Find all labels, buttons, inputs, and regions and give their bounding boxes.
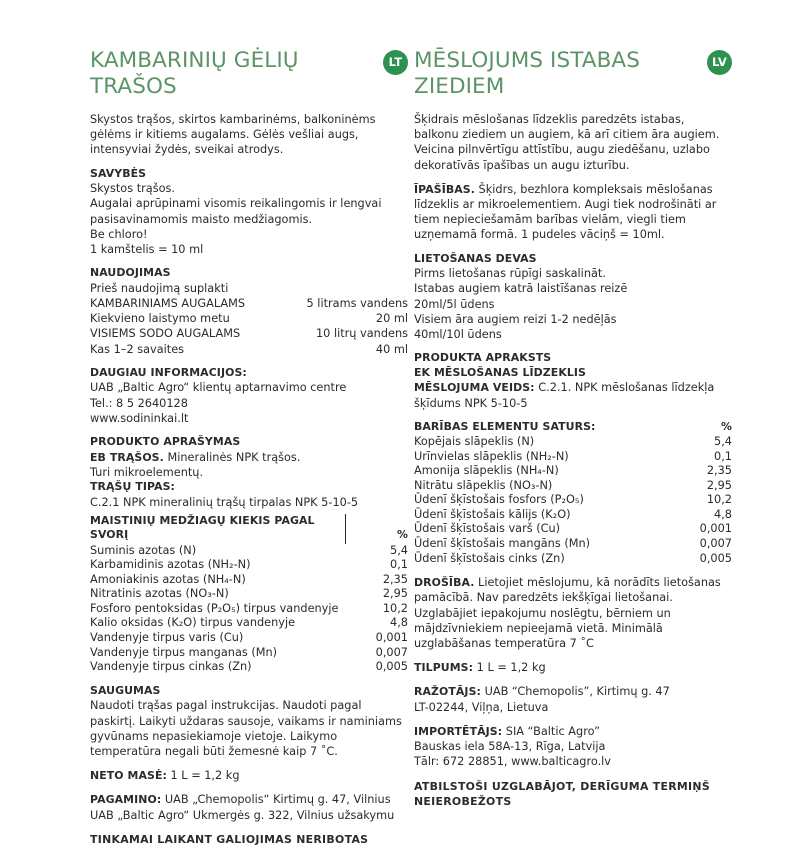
lt-description-line — [90, 450, 408, 465]
nutrient-name: Suminis azotas (N) — [90, 543, 197, 557]
lv-page-title: MĒSLOJUMS ISTABAS ZIEDIEM — [414, 48, 640, 99]
nutrient-value: 10,2 — [706, 493, 732, 507]
lt-manufacturer-line2: UAB „Baltic Agro“ Ukmergės g. 322, Vilnius užsakymu — [90, 808, 395, 822]
lv-description-heading2: EK MĒSLOŠANAS LĪDZEKLIS — [414, 365, 586, 379]
nutrient-value: 2,35 — [706, 464, 732, 478]
dosage-name: VISIEMS SODO AUGALAMS — [90, 327, 241, 341]
table-row — [414, 479, 732, 494]
lv-manufacturer-label: RAŽOTĀJS: — [414, 685, 481, 699]
lv-usage-line: Visiem āra augiem reizi 1-2 nedēļās — [414, 312, 617, 326]
dosage-value: 40 ml — [375, 342, 408, 356]
lt-description-text: Mineralinės NPK trąšos. — [163, 450, 301, 464]
nutrient-value: 4,8 — [714, 507, 732, 521]
lv-usage-line: Pirms lietošanas rūpīgi saskalināt. — [414, 267, 606, 281]
nutrient-value: 2,95 — [382, 587, 408, 601]
lv-type-label: MĒSLOJUMA VEIDS: — [414, 381, 535, 395]
lt-description-section — [90, 435, 408, 510]
lt-properties-line: 1 kamštelis = 10 ml — [90, 243, 204, 257]
nutrient-value: 5,4 — [714, 434, 732, 448]
lt-nutrients-unit: % — [396, 528, 408, 542]
table-row — [90, 631, 408, 646]
lv-description-section — [414, 351, 732, 411]
language-column-lt — [90, 48, 408, 847]
nutrient-value: 0,005 — [375, 660, 408, 674]
nutrient-name: Nitratinis azotas (NO₃-N) — [90, 587, 229, 601]
nutrient-name: Amoniakinis azotas (NH₄-N) — [90, 572, 246, 586]
lv-nutrients-section — [414, 420, 732, 566]
lv-manufacturer-line2: LT-02244, Viļņa, Lietuva — [414, 700, 549, 714]
lv-shelf-life-note: ATBILSTOŠI UZGLABĀJOT, DERĪGUMA TERMIŅŠ NEIEROBEŽOTS — [414, 779, 710, 808]
lv-intro-text: Šķidrais mēslošanas līdzeklis paredzēts istabas, balkonu ziediem un augiem, kā arī citiem āra augiem. Veicina pilnvērtīgu attīstību, augu ziedēšanu, uzlabo dekoratīvās īpašības un augu izturību. — [414, 113, 720, 172]
lv-nutrients-heading: BARĪBAS ELEMENTU SATURS: — [414, 419, 596, 433]
lt-manufacturer-section — [90, 792, 408, 822]
nutrient-name: Karbamidinis azotas (NH₂-N) — [90, 558, 251, 572]
table-header-row — [414, 420, 732, 435]
nutrient-name: Nitrātu slāpeklis (NO₃-N) — [414, 478, 553, 492]
lt-net-mass-row — [90, 768, 408, 783]
lt-title-row — [90, 48, 408, 100]
nutrient-name: Amonija slāpeklis (NH₄-N) — [414, 464, 559, 478]
nutrient-value: 0,007 — [375, 645, 408, 659]
lt-nutrients-section — [90, 514, 408, 675]
lt-intro-text: Skystos trąšos, skirtos kambarinėms, balkoninėms gėlėms ir kitiems augalams. Gėlės vešliai augs, intensyviai žydės, sveikai atrodys. — [90, 113, 376, 157]
lv-usage-line: 40ml/10l ūdens — [414, 328, 502, 342]
nutrient-name: Ūdenī šķīstošais fosfors (P₂O₅) — [414, 493, 584, 507]
lt-nutrients-heading: MAISTINIŲ MEDŽIAGŲ KIEKIS PAGAL SVORĮ — [90, 514, 346, 544]
lv-importer-label: IMPORTĒTĀJS: — [414, 724, 503, 738]
nutrient-name: Urīnvielas slāpeklis (NH₂-N) — [414, 449, 569, 463]
language-column-lv — [414, 48, 732, 809]
language-badge-lv: LV — [707, 50, 732, 75]
lv-manufacturer-value: UAB “Chemopolis”, Kirtimų g. 47 — [480, 685, 670, 699]
nutrient-name: Ūdenī šķīstošais mangāns (Mn) — [414, 537, 591, 551]
lt-properties-section — [90, 167, 408, 258]
nutrient-name: Fosforo pentoksidas (P₂O₅) tirpus vandenyje — [90, 601, 339, 615]
nutrient-name: Kalio oksidas (K₂O) tirpus vandenyje — [90, 616, 296, 630]
lt-manufacturer-value: UAB „Chemopolis“ Kirtimų g. 47, Vilnius — [161, 793, 391, 807]
nutrient-value: 2,35 — [382, 572, 408, 586]
lv-importer-contact: Tālr: 672 28851, www.balticagro.lv — [414, 755, 611, 769]
nutrient-value: 10,2 — [382, 601, 408, 615]
lv-usage-line: Istabas augiem katrā laistīšanas reizē — [414, 282, 628, 296]
table-row — [414, 522, 732, 537]
lv-manufacturer-section — [414, 684, 732, 714]
lt-properties-line: Be chloro! — [90, 227, 148, 241]
table-row — [90, 342, 408, 357]
table-row — [90, 558, 408, 573]
lt-usage-heading: NAUDOJIMAS — [90, 266, 171, 280]
table-row — [414, 537, 732, 552]
table-row — [90, 587, 408, 602]
lt-properties-line: Skystos trąšos. — [90, 182, 175, 196]
lt-usage-section — [90, 266, 408, 357]
lv-properties-label: ĪPAŠĪBAS. — [414, 182, 475, 196]
lv-nutrients-table — [414, 420, 732, 566]
lv-description-heading: PRODUKTA APRAKSTS — [414, 351, 552, 365]
dosage-value: 5 litrams vandens — [306, 297, 408, 311]
lt-info-phone: Tel.: 8 5 2640128 — [90, 396, 188, 410]
table-header-row — [90, 514, 408, 544]
lv-properties-section — [414, 182, 732, 243]
lt-description-line2: Turi mikroelementų. — [90, 465, 204, 479]
lv-safety-section — [414, 575, 732, 651]
lt-type-heading: TRĄŠŲ TIPAS: — [90, 480, 176, 494]
lt-properties-heading: SAVYBĖS — [90, 166, 147, 180]
table-row — [90, 326, 408, 341]
nutrient-value: 0,1 — [390, 558, 408, 572]
lv-type-text: C.2.1. NPK mēslošanas līdzekļa šķīdums NPK 5-10-5 — [414, 381, 715, 410]
lv-importer-section — [414, 724, 732, 770]
nutrient-name: Kopējais slāpeklis (N) — [414, 434, 535, 448]
nutrient-name: Ūdenī šķīstošais varš (Cu) — [414, 522, 561, 536]
lt-net-mass-label: NETO MASĖ: — [90, 769, 167, 783]
dosage-value: 10 litrų vandens — [315, 327, 408, 341]
table-row — [90, 660, 408, 675]
lv-usage-section — [414, 252, 732, 343]
lv-volume-label: TILPUMS: — [414, 661, 474, 675]
lt-page-title: KAMBARINIŲ GĖLIŲ TRAŠOS — [90, 48, 299, 99]
lv-volume-value: 1 L = 1,2 kg — [473, 661, 546, 675]
nutrient-value: 5,4 — [390, 543, 408, 557]
nutrient-name: Ūdenī šķīstošais cinks (Zn) — [414, 551, 565, 565]
table-row — [414, 435, 732, 450]
lt-dosage-table — [90, 296, 408, 357]
table-row — [90, 616, 408, 631]
dosage-name: Kas 1–2 savaites — [90, 342, 185, 356]
lt-type-text: C.2.1 NPK mineralinių trąšų tirpalas NPK 5-10-5 — [90, 495, 359, 509]
lv-properties-text: Šķidrs, bezhlora kompleksais mēslošanas līdzeklis ar mikroelementiem. Augi tiek nodrošināti ar tiem nepieciešamām barības vielām, viegli tiem uzņemamā formā. 1 pudeles vāciņš = 10ml. — [414, 182, 717, 242]
lv-volume-row — [414, 660, 732, 675]
nutrient-name: Vandenyje tirpus varis (Cu) — [90, 631, 244, 645]
table-row — [90, 544, 408, 559]
lt-net-mass-value: 1 L = 1,2 kg — [166, 769, 240, 783]
table-row — [414, 493, 732, 508]
lt-info-heading: DAUGIAU INFORMACIJOS: — [90, 365, 247, 379]
lt-more-info-section — [90, 366, 408, 426]
dosage-value: 20 ml — [375, 312, 408, 326]
lv-nutrients-unit: % — [720, 419, 732, 433]
nutrient-value: 0,001 — [375, 631, 408, 645]
lv-importer-address: Bauskas iela 58A-13, Rīga, Latvija — [414, 740, 606, 754]
lt-properties-line: Augalai aprūpinami visomis reikalingomis ir lengvai pasisavinamomis maisto medžiagomis. — [90, 197, 382, 226]
lv-title-row — [414, 48, 732, 100]
lv-importer-value: SIA “Baltic Agro” — [502, 724, 600, 738]
lt-safety-text: Naudoti trąšas pagal instrukcijas. Naudoti pagal paskirtį. Laikyti uždaras sausoje, vaikams ir naminiams gyvūnams nepasiekiamoje vietoje. Laikymo temperatūra negali būti žemesnė kaip 7 ˚C. — [90, 699, 402, 759]
table-row — [414, 552, 732, 567]
lt-nutrients-table — [90, 514, 408, 675]
nutrient-value: 2,95 — [706, 478, 732, 492]
lt-shelf-life-note: TINKAMAI LAIKANT GALIOJIMAS NERIBOTAS — [90, 832, 369, 846]
nutrient-name: Vandenyje tirpus manganas (Mn) — [90, 645, 278, 659]
nutrient-value: 0,005 — [699, 551, 732, 565]
nutrient-name: Vandenyje tirpus cinkas (Zn) — [90, 660, 252, 674]
dosage-name: KAMBARINIAMS AUGALAMS — [90, 297, 246, 311]
nutrient-value: 4,8 — [390, 616, 408, 630]
lv-safety-text: Lietojiet mēslojumu, kā norādīts lietošanas pamācībā. Nav paredzēts iekšķīgai lietošanai. Uzglabājiet iepakojumu noslēgtu, bērniem un mājdzīvniekiem nepieejamā vietā. Minimālā uzglabāšanas temperatūra 7 ˚C — [414, 576, 721, 651]
nutrient-value: 0,001 — [699, 522, 732, 536]
table-row — [90, 296, 408, 311]
table-row — [414, 508, 732, 523]
lt-manufacturer-label: PAGAMINO: — [90, 793, 162, 807]
lv-usage-line: 20ml/5l ūdens — [414, 297, 495, 311]
lt-usage-intro: Prieš naudojimą suplakti — [90, 281, 229, 295]
table-row — [90, 646, 408, 661]
lt-safety-section — [90, 684, 408, 759]
language-badge-lt: LT — [383, 50, 408, 75]
lt-info-company: UAB „Baltic Agro“ klientų aptarnavimo centre — [90, 381, 347, 395]
table-row — [414, 464, 732, 479]
table-row — [90, 311, 408, 326]
lt-description-label: EB TRĄŠOS. — [90, 450, 164, 464]
nutrient-name: Ūdenī šķīstošais kālijs (K₂O) — [414, 507, 571, 521]
nutrient-value: 0,1 — [714, 449, 732, 463]
lv-safety-label: DROŠĪBA. — [414, 576, 475, 590]
lt-description-heading: PRODUKTO APRAŠYMAS — [90, 435, 241, 449]
lt-safety-heading: SAUGUMAS — [90, 683, 161, 697]
nutrient-value: 0,007 — [699, 537, 732, 551]
table-row — [414, 450, 732, 465]
dosage-name: Kiekvieno laistymo metu — [90, 312, 230, 326]
table-row — [90, 573, 408, 588]
lt-info-website: www.sodininkai.lt — [90, 411, 189, 425]
lv-usage-heading: LIETOŠANAS DEVAS — [414, 251, 537, 265]
table-row — [90, 602, 408, 617]
